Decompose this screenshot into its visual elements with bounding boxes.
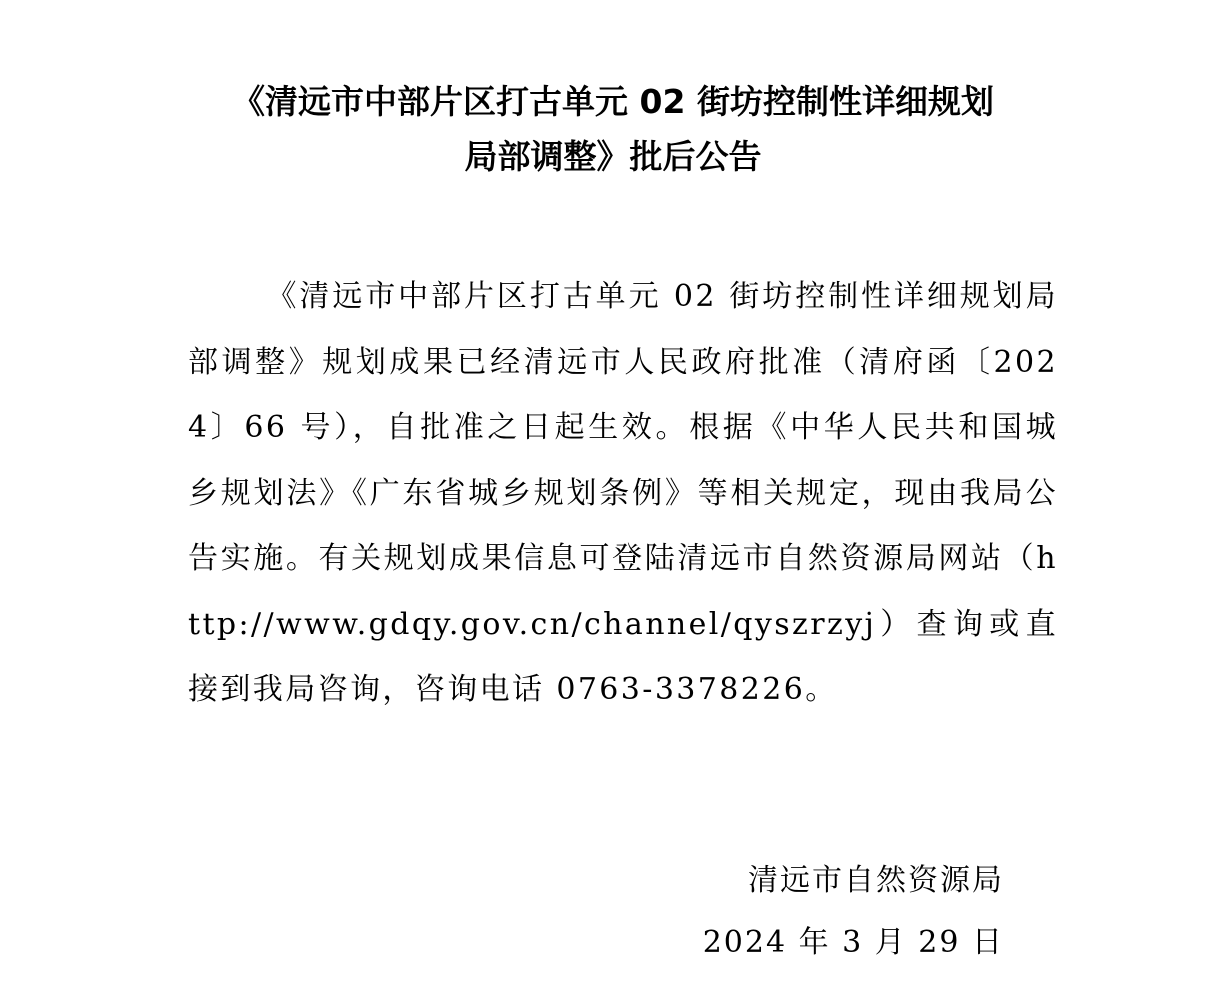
announcement-body — [188, 264, 1058, 723]
title-line-1: 《清远市中部片区打古单元 02 街坊控制性详细规划 — [232, 82, 994, 121]
issuer-name: 清远市自然资源局 — [748, 863, 1004, 898]
title-line-2: 局部调整》批后公告 — [464, 137, 762, 176]
signature-block — [703, 850, 1004, 974]
announcement-title — [0, 74, 1226, 184]
body-text: 《清远市中部片区打古单元 02 街坊控制性详细规划局部调整》规划成果已经清远市人民政府批准（清府函〔2024〕66 号），自批准之日起生效。根据《中华人民共和国城乡规划法》《广东省城乡规划条例》等相关规定，现由我局公告实施。有关规划成果信息可登陆清远市自然资源局网站（http://www.gdqy.gov.cn/channel/qyszrzyj）查询或直接到我局咨询，咨询电话 0763-3378226。 — [188, 279, 1058, 707]
issue-date: 2024 年 3 月 29 日 — [702, 925, 1004, 960]
